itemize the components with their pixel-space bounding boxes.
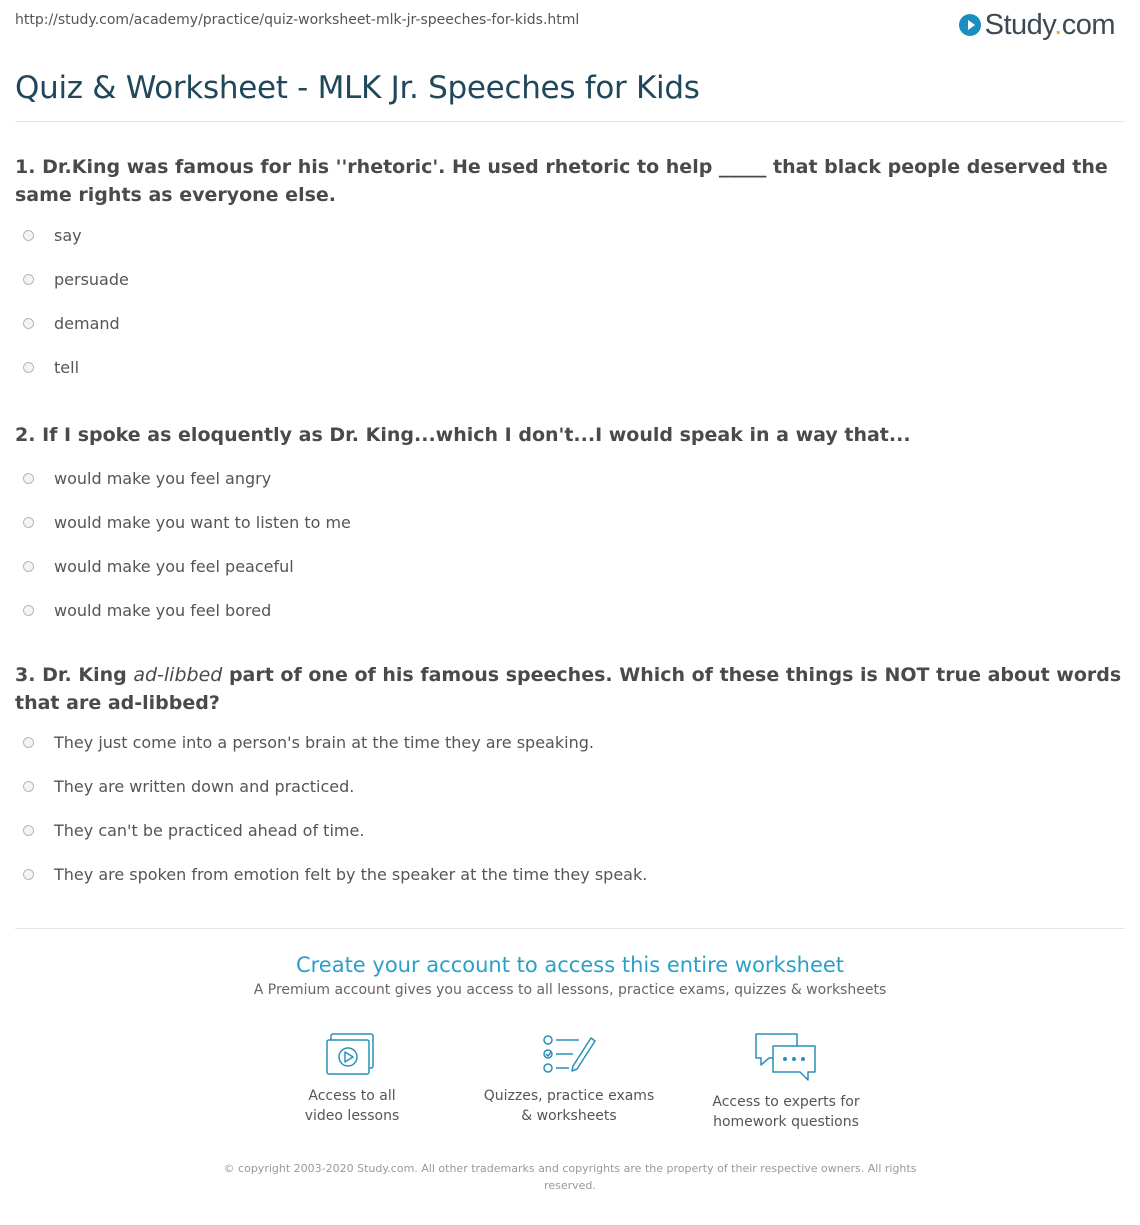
feature-label-line2: homework questions bbox=[713, 1114, 859, 1130]
answer-option[interactable]: would make you feel peaceful bbox=[15, 554, 294, 578]
title-divider bbox=[15, 121, 1125, 122]
question-text: 3. Dr. King ad-libbed part of one of his famous speeches. Which of these things is NOT true about words that are ad-libbed? bbox=[15, 664, 1122, 714]
question-1 bbox=[15, 153, 1125, 377]
radio-button[interactable] bbox=[23, 230, 34, 241]
feature-label-line2: & worksheets bbox=[521, 1108, 617, 1124]
top-bar bbox=[15, 0, 1125, 50]
logo-text: Study.com bbox=[984, 8, 1115, 41]
feature-label-line1: Access to experts for bbox=[712, 1094, 860, 1110]
feature-list bbox=[0, 1032, 1140, 1132]
answer-option[interactable]: persuade bbox=[15, 267, 129, 291]
radio-button[interactable] bbox=[23, 781, 34, 792]
question-text: 1. Dr.King was famous for his ''rhetoric'. He used rhetoric to help _____ that black people deserved the same rights as everyone else. bbox=[15, 156, 1108, 206]
radio-button[interactable] bbox=[23, 825, 34, 836]
question-3 bbox=[15, 661, 1125, 884]
radio-button[interactable] bbox=[23, 362, 34, 373]
radio-button[interactable] bbox=[23, 737, 34, 748]
radio-button[interactable] bbox=[23, 318, 34, 329]
answer-option[interactable]: They are spoken from emotion felt by the speaker at the time they speak. bbox=[15, 862, 647, 886]
cta-subtitle: A Premium account gives you access to all lessons, practice exams, quizzes & worksheets bbox=[253, 982, 887, 998]
page-title: Quiz & Worksheet - MLK Jr. Speeches for Kids bbox=[15, 70, 700, 106]
answer-option[interactable]: would make you want to listen to me bbox=[15, 510, 351, 534]
answer-option[interactable]: say bbox=[15, 223, 82, 247]
radio-button[interactable] bbox=[23, 517, 34, 528]
cta-divider bbox=[15, 928, 1125, 929]
answer-option[interactable]: tell bbox=[15, 355, 79, 379]
answer-option[interactable]: They just come into a person's brain at the time they are speaking. bbox=[15, 730, 594, 754]
feature-video-lessons bbox=[257, 1032, 447, 1126]
feature-label-line1: Quizzes, practice exams bbox=[483, 1088, 655, 1104]
study-logo[interactable] bbox=[959, 8, 1115, 42]
chat-bubbles-icon bbox=[753, 1032, 819, 1084]
radio-button[interactable] bbox=[23, 473, 34, 484]
page-url: http://study.com/academy/practice/quiz-worksheet-mlk-jr-speeches-for-kids.html bbox=[15, 12, 580, 28]
feature-experts bbox=[691, 1032, 881, 1132]
answer-option[interactable]: would make you feel bored bbox=[15, 598, 271, 622]
copyright-footer: © copyright 2003-2020 Study.com. All other trademarks and copyrights are the property of their respective owners. All rights reserved. bbox=[223, 1162, 917, 1192]
quiz-checklist-icon bbox=[541, 1032, 597, 1078]
feature-quizzes bbox=[474, 1032, 664, 1126]
radio-button[interactable] bbox=[23, 869, 34, 880]
answer-option[interactable]: They are written down and practiced. bbox=[15, 774, 354, 798]
radio-button[interactable] bbox=[23, 274, 34, 285]
question-text: 2. If I spoke as eloquently as Dr. King...which I don't...I would speak in a way that... bbox=[15, 424, 911, 446]
answer-option[interactable]: They can't be practiced ahead of time. bbox=[15, 818, 364, 842]
cta-title-link[interactable]: Create your account to access this entire worksheet bbox=[295, 953, 845, 977]
answer-option[interactable]: would make you feel angry bbox=[15, 466, 271, 490]
feature-label-line2: video lessons bbox=[304, 1108, 400, 1124]
feature-label-line1: Access to all bbox=[308, 1088, 396, 1104]
signup-cta bbox=[15, 950, 1125, 998]
radio-button[interactable] bbox=[23, 605, 34, 616]
question-2 bbox=[15, 421, 1125, 620]
answer-option[interactable]: demand bbox=[15, 311, 120, 335]
radio-button[interactable] bbox=[23, 561, 34, 572]
video-lessons-icon bbox=[324, 1032, 380, 1078]
play-logo-icon bbox=[959, 14, 981, 36]
